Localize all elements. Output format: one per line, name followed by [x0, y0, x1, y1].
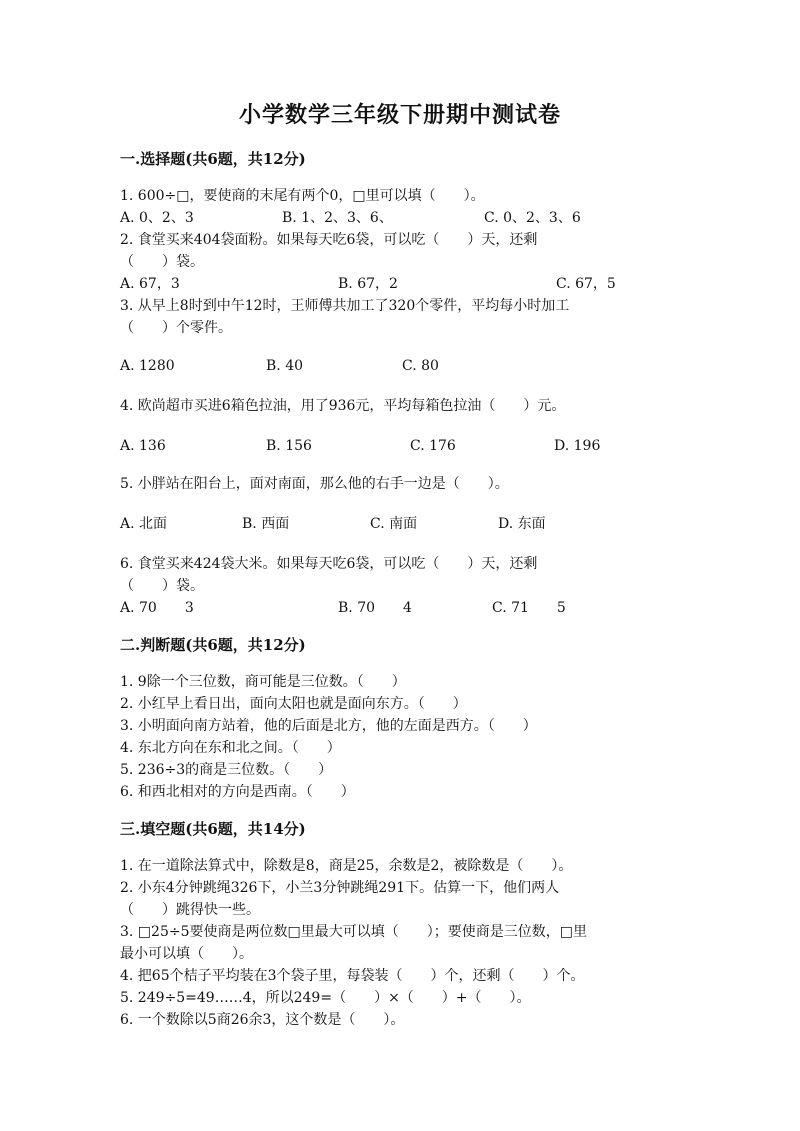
- option-b: B. 1、2、3、6、: [282, 210, 393, 226]
- list-item-continued: （ ）跳得快一些。: [120, 902, 260, 918]
- option-d: D. 东面: [498, 516, 546, 532]
- option-a: A. 0、2、3: [120, 210, 194, 226]
- question-text: 4. 欧尚超市买进6箱色拉油，用了936元，平均每箱色拉油（ ）元。: [120, 398, 566, 414]
- list-item: 1. 在一道除法算式中，除数是8，商是25，余数是2，被除数是（ ）。: [120, 858, 573, 874]
- option-c: C. 67，5: [556, 276, 616, 292]
- question-text: 1. 600÷□，要使商的末尾有两个0，□里可以填（ ）。: [120, 188, 485, 204]
- option-a: A. 70 3: [120, 600, 194, 616]
- list-item: 4. 把65个桔子平均装在3个袋子里，每袋装（ ）个，还剩（ ）个。: [120, 968, 585, 984]
- list-item: 2. 小东4分钟跳绳326下，小兰3分钟跳绳291下。估算一下，他们两人: [120, 880, 560, 896]
- option-c: C. 0、2、3、6: [484, 210, 581, 226]
- option-d: D. 196: [554, 438, 601, 454]
- option-a: A. 1280: [120, 358, 175, 374]
- list-item: 1. 9除一个三位数，商可能是三位数。（ ）: [120, 674, 406, 690]
- question-text-continued: （ ）个零件。: [120, 320, 232, 336]
- option-c: C. 80: [402, 358, 439, 374]
- list-item: 5. 249÷5=49……4，所以249=（ ）×（ ）+（ ）。: [120, 990, 531, 1006]
- option-a: A. 136: [120, 438, 166, 454]
- section-title-fill-in: 三.填空题(共6题，共14分): [120, 820, 306, 838]
- list-item: 6. 和西北相对的方向是西南。（ ）: [120, 784, 355, 800]
- list-item: 6. 一个数除以5商26余3，这个数是（ ）。: [120, 1012, 405, 1028]
- question-text-continued: （ ）袋。: [120, 254, 204, 270]
- option-b: B. 156: [266, 438, 312, 454]
- list-item: 4. 东北方向在东和北之间。（ ）: [120, 740, 341, 756]
- list-item: 2. 小红早上看日出，面向太阳也就是面向东方。（ ）: [120, 696, 467, 712]
- option-b: B. 40: [266, 358, 304, 374]
- list-item: 3. 小明面向南方站着，他的后面是北方，他的左面是西方。（ ）: [120, 718, 537, 734]
- option-c: C. 南面: [370, 516, 418, 532]
- option-c: C. 176: [410, 438, 456, 454]
- question-text-continued: （ ）袋。: [120, 578, 204, 594]
- option-a: A. 北面: [120, 516, 168, 532]
- option-a: A. 67，3: [120, 276, 180, 292]
- option-b: B. 67，2: [338, 276, 398, 292]
- question-text: 3. 从早上8时到中午12时，王师傅共加工了320个零件，平均每小时加工: [120, 298, 570, 314]
- question-text: 5. 小胖站在阳台上，面对南面，那么他的右手一边是（ ）。: [120, 476, 509, 492]
- page-title: 小学数学三年级下册期中测试卷: [238, 102, 561, 128]
- list-item: 5. 236÷3的商是三位数。（ ）: [120, 762, 333, 778]
- section-title-judgement: 二.判断题(共6题，共12分): [120, 636, 306, 654]
- question-text: 2. 食堂买来404袋面粉。如果每天吃6袋，可以吃（ ）天，还剩: [120, 232, 538, 248]
- list-item-continued: 最小可以填（ ）。: [120, 946, 253, 962]
- option-c: C. 71 5: [492, 600, 566, 616]
- list-item: 3. □25÷5要使商是两位数□里最大可以填（ ）；要使商是三位数，□里: [120, 924, 587, 940]
- section-title-choice: 一.选择题(共6题，共12分): [120, 150, 306, 168]
- option-b: B. 70 4: [338, 600, 412, 616]
- question-text: 6. 食堂买来424袋大米。如果每天吃6袋，可以吃（ ）天，还剩: [120, 556, 538, 572]
- option-b: B. 西面: [242, 516, 290, 532]
